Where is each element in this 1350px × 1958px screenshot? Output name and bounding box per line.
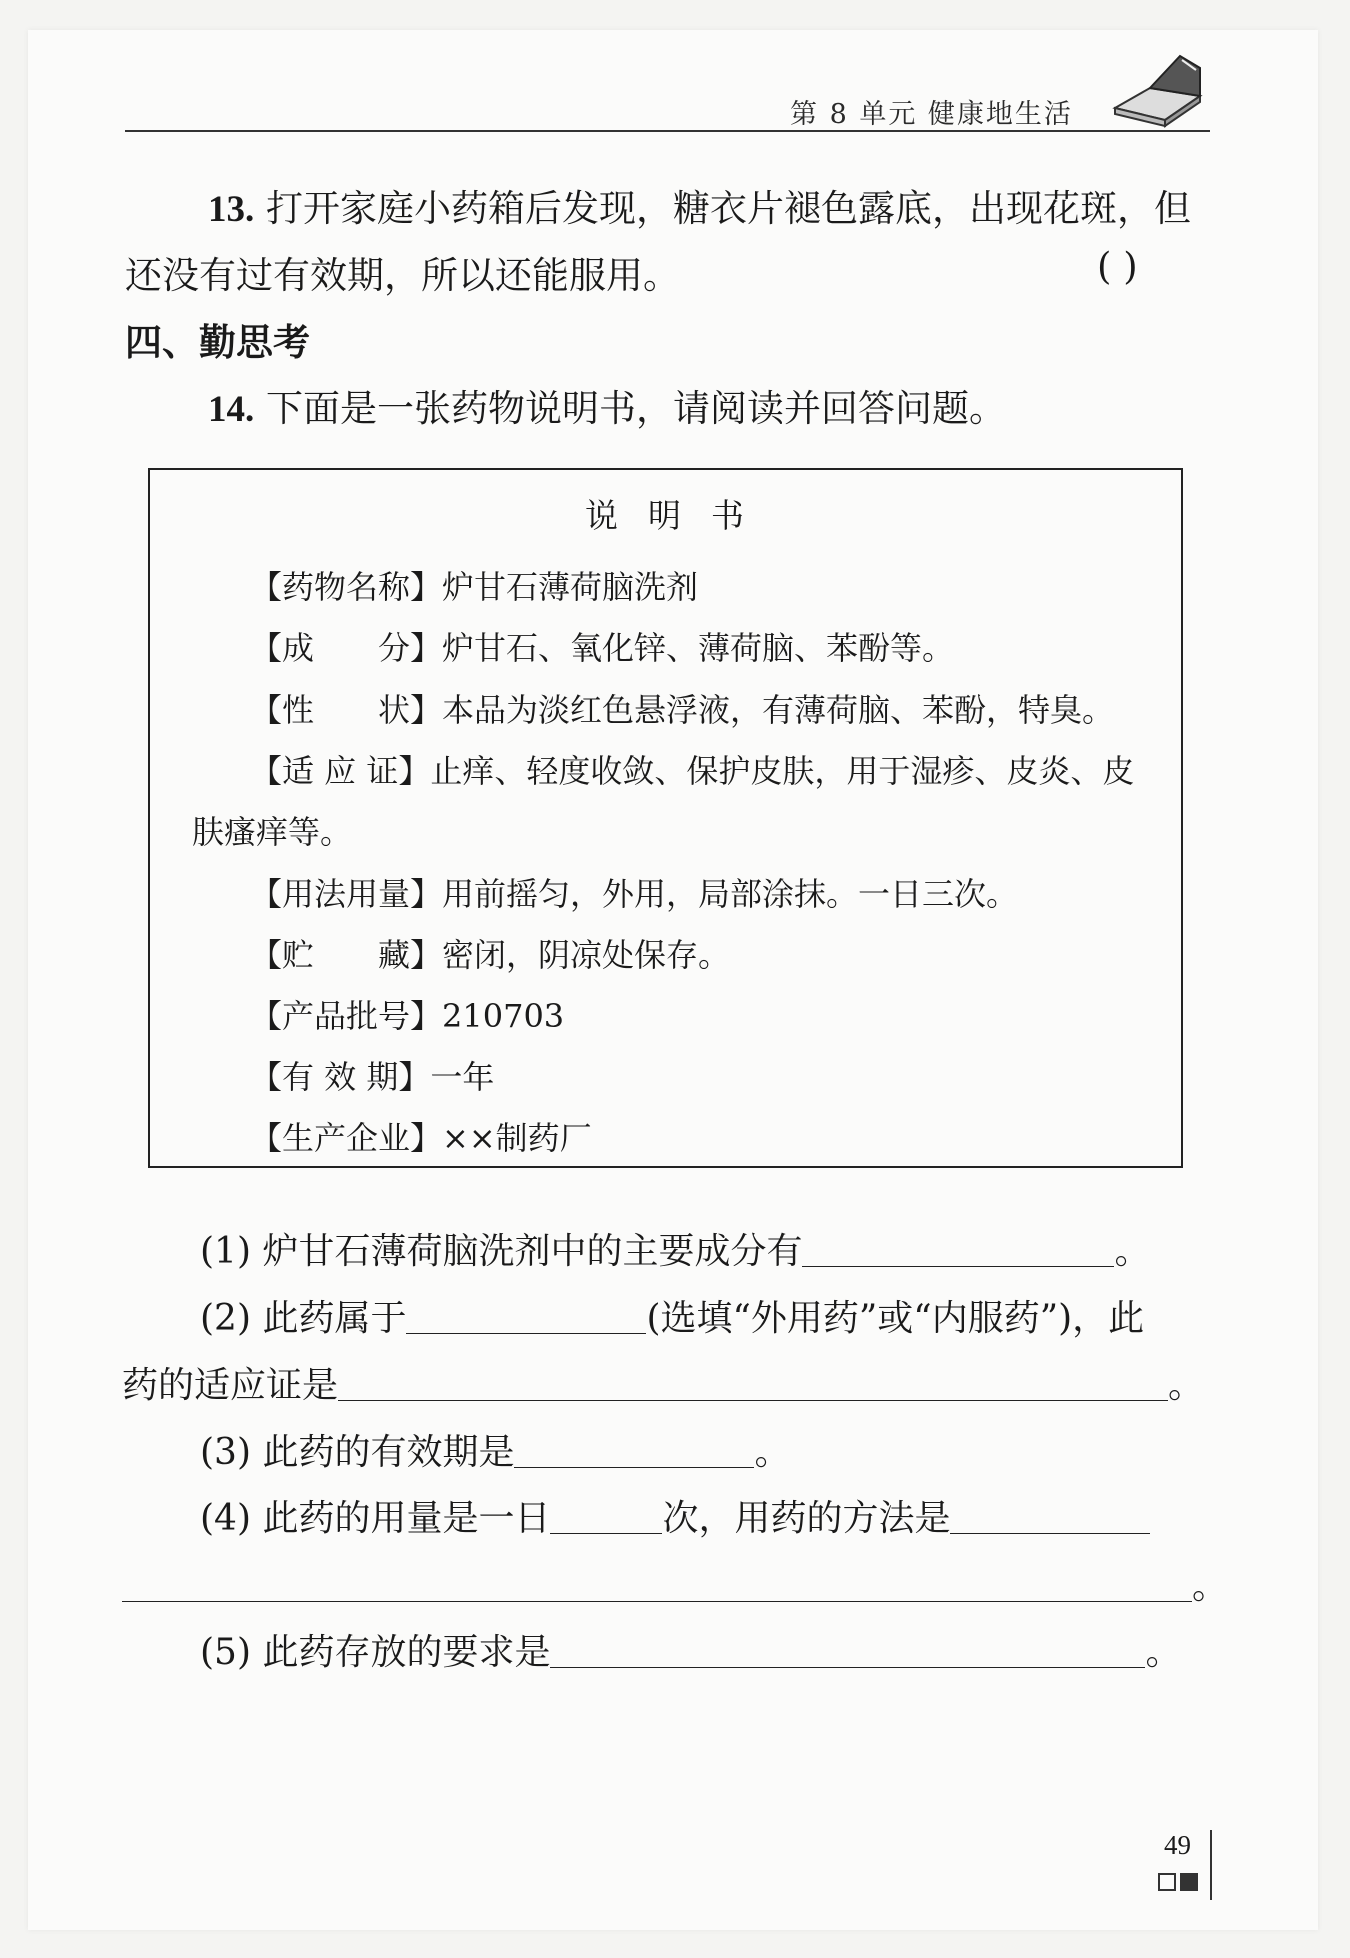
answer-blank-2b[interactable] xyxy=(338,1364,1168,1401)
answer-blank-2a[interactable] xyxy=(406,1297,646,1334)
question-13-text: 打开家庭小药箱后发现，糖衣片褪色露底，出现花斑，但 xyxy=(266,187,1192,230)
instruction-sheet-title: 说明书 xyxy=(585,496,774,535)
sub-question-4 xyxy=(200,1490,1150,1541)
answer-blank-3[interactable] xyxy=(514,1431,754,1468)
sub-question-3 xyxy=(200,1424,790,1475)
sheet-line-batch: 【产品批号】210703 xyxy=(250,997,565,1035)
sub-question-2-line2 xyxy=(122,1357,1204,1408)
sub-question-4-line2 xyxy=(122,1558,1228,1609)
sub-question-2-text2: 药的适应证是 xyxy=(122,1365,339,1406)
answer-blank-4a[interactable] xyxy=(550,1497,662,1534)
period: 。 xyxy=(1114,1231,1151,1272)
sub-question-3-text: (3) 此药的有效期是 xyxy=(200,1432,515,1473)
sub-question-1-text: (1) 炉甘石薄荷脑洗剂中的主要成分有 xyxy=(200,1231,803,1272)
header-rule xyxy=(125,130,1210,132)
sub-question-5 xyxy=(200,1624,1181,1675)
answer-blank-1[interactable] xyxy=(802,1230,1114,1267)
sub-question-2-text: (2) 此药属于 xyxy=(200,1298,407,1339)
period: 。 xyxy=(754,1432,791,1473)
answer-blank-4b[interactable] xyxy=(950,1497,1150,1534)
period: 。 xyxy=(1192,1566,1229,1607)
question-14-text: 下面是一张药物说明书，请阅读并回答问题。 xyxy=(266,387,1007,430)
sub-question-2-hint: (选填“外用药”或“内服药”)，此 xyxy=(646,1298,1145,1339)
answer-blank-5[interactable] xyxy=(550,1631,1145,1668)
question-13-number: 13. xyxy=(208,189,255,230)
footer-rule xyxy=(1210,1830,1212,1900)
sheet-line-indications: 【适 应 证】止痒、轻度收敛、保护皮肤，用于湿疹、皮炎、皮 xyxy=(250,752,1135,790)
page-number: 49 xyxy=(1164,1830,1191,1860)
sheet-line-storage: 【贮 藏】密闭，阴凉处保存。 xyxy=(250,936,731,974)
sheet-line-usage: 【用法用量】用前摇匀，外用，局部涂抹。一日三次。 xyxy=(250,875,1019,913)
section-title: 四、勤思考 xyxy=(125,321,310,364)
period: 。 xyxy=(1145,1632,1182,1673)
sheet-line-manufacturer: 【生产企业】××制药厂 xyxy=(250,1119,592,1157)
sub-question-4-text: (4) 此药的用量是一日 xyxy=(200,1498,551,1539)
sheet-line-drug-name: 【药物名称】炉甘石薄荷脑洗剂 xyxy=(250,568,699,606)
unit-header: 第 8 单元 健康地生活 xyxy=(790,99,1073,130)
question-14 xyxy=(208,378,1006,432)
sheet-line-properties: 【性 状】本品为淡红色悬浮液，有薄荷脑、苯酚，特臭。 xyxy=(250,691,1115,729)
question-13-line2: 还没有过有效期，所以还能服用。 xyxy=(125,254,680,297)
sub-question-5-text: (5) 此药存放的要求是 xyxy=(200,1632,551,1673)
question-14-number: 14. xyxy=(208,389,255,430)
sub-question-4-text2: 次，用药的方法是 xyxy=(662,1498,951,1539)
answer-blank-4c[interactable] xyxy=(122,1565,1192,1602)
sub-question-1 xyxy=(200,1223,1150,1274)
sheet-line-expiry: 【有 效 期】一年 xyxy=(250,1058,495,1096)
sub-question-2 xyxy=(200,1290,1144,1341)
question-13-line1 xyxy=(208,178,1191,232)
footer-square-filled xyxy=(1180,1873,1198,1891)
book-icon xyxy=(1110,48,1205,128)
period: 。 xyxy=(1168,1365,1205,1406)
sheet-line-indications-cont: 肤瘙痒等。 xyxy=(192,813,353,851)
footer-square-outline xyxy=(1158,1873,1176,1891)
answer-paren[interactable]: ( ) xyxy=(1097,245,1138,288)
sheet-line-ingredients: 【成 分】炉甘石、氧化锌、薄荷脑、苯酚等。 xyxy=(250,629,955,667)
